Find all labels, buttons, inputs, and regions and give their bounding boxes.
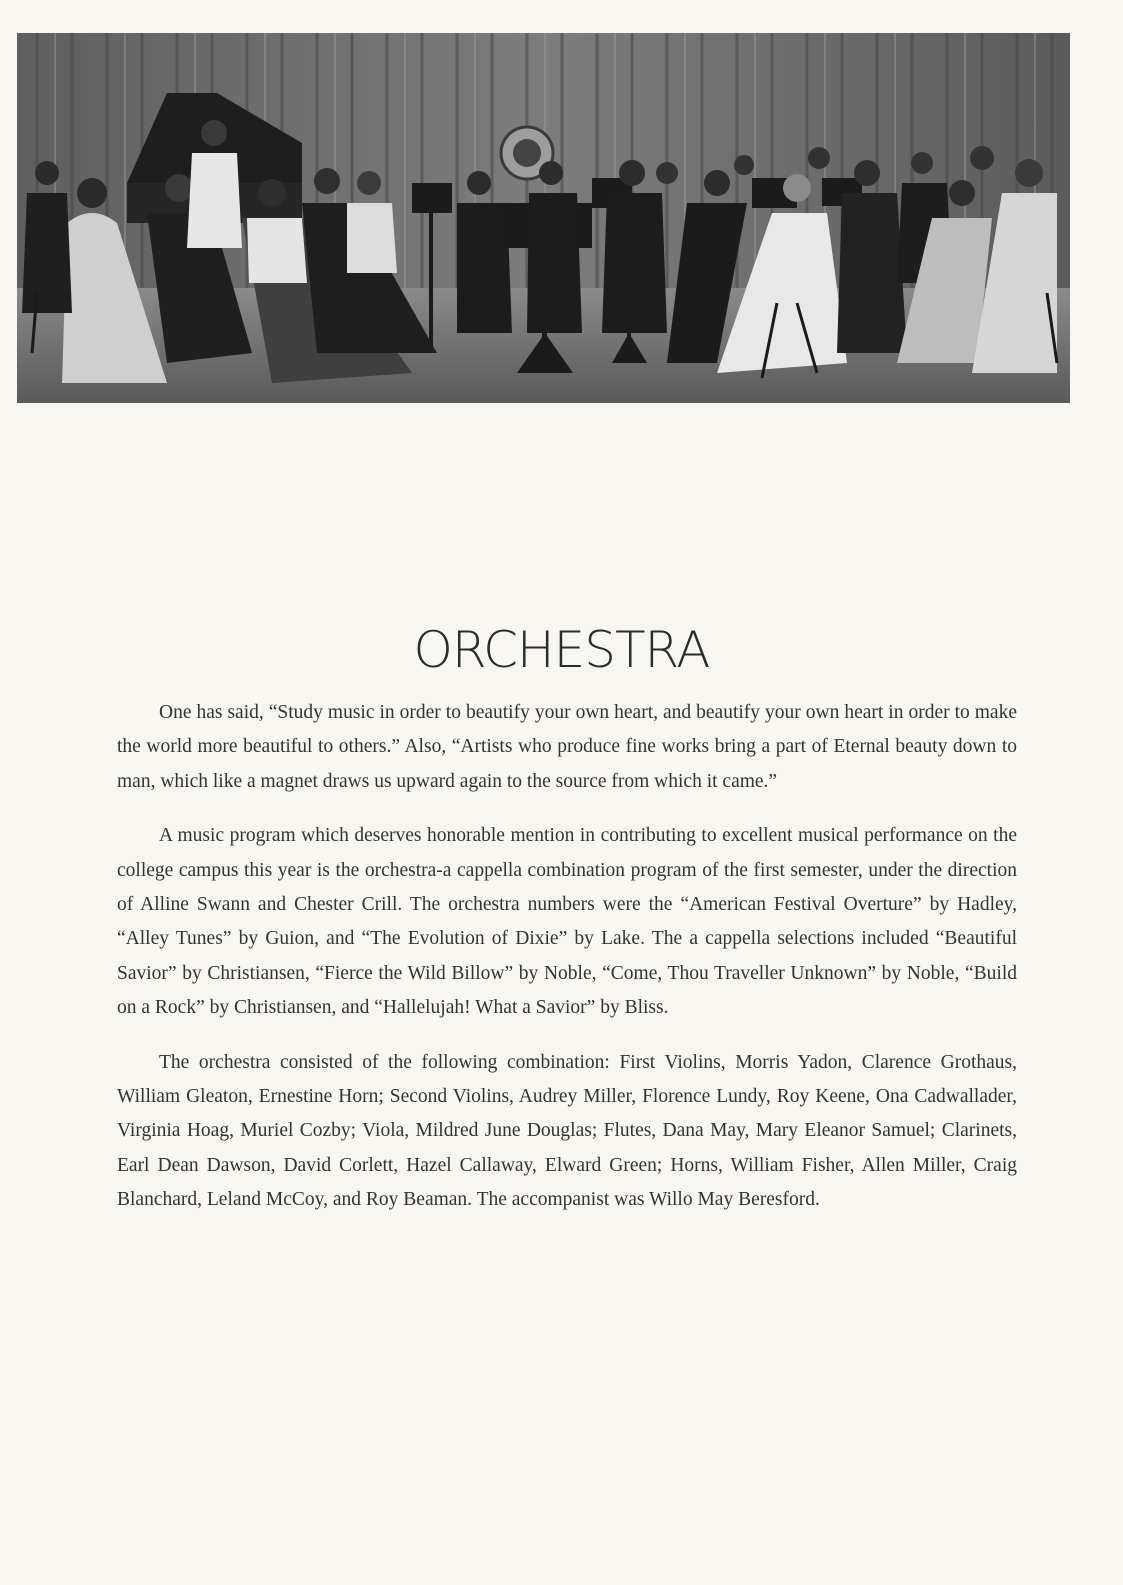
orchestra-photo [17, 33, 1070, 403]
article-body [117, 696, 1017, 1238]
page-title: ORCHESTRA [413, 621, 710, 679]
paragraph-program: A music program which deserves honorable mention in contributing to excellent musical performance on the college campus this year is the orchestra-a cappella combination program of the first semester, under the direction of Alline Swann and Chester Crill. The orchestra numbers were the “American Festival Overture” by Hadley, “Alley Tunes” by Guion, and “The Evolution of Dixie” by Lake. The a cappella selections included “Beautiful Savior” by Christiansen, “Fierce the Wild Billow” by Noble, “Come, Thou Traveller Unknown” by Noble, “Build on a Rock” by Christiansen, and “Hallelujah! What a Savior” by Bliss. [117, 825, 1017, 1019]
paragraph-quote: One has said, “Study music in order to beautify your own heart, and beautify your own heart in order to make the world more beautiful to others.” Also, “Artists who produce fine works bring a part of Eternal beauty down to man, which like a magnet draws us upward again to the source from which it came.” [117, 702, 1017, 792]
orchestra-group-photo-image [17, 33, 1070, 403]
paragraph-members: The orchestra consisted of the following combination: First Violins, Morris Yadon, Clarence Grothaus, William Gleaton, Ernestine Horn; Second Violins, Audrey Miller, Florence Lundy, Roy Keene, Ona Cadwallader, Virginia Hoag, Muriel Cozby; Viola, Mildred June Douglas; Flutes, Dana May, Mary Eleanor Samuel; Clarinets, Earl Dean Dawson, David Corlett, Hazel Callaway, Elward Green; Horns, William Fisher, Allen Miller, Craig Blanchard, Leland McCoy, and Roy Beaman. The accompanist was Willo May Beresford. [117, 1051, 1017, 1211]
